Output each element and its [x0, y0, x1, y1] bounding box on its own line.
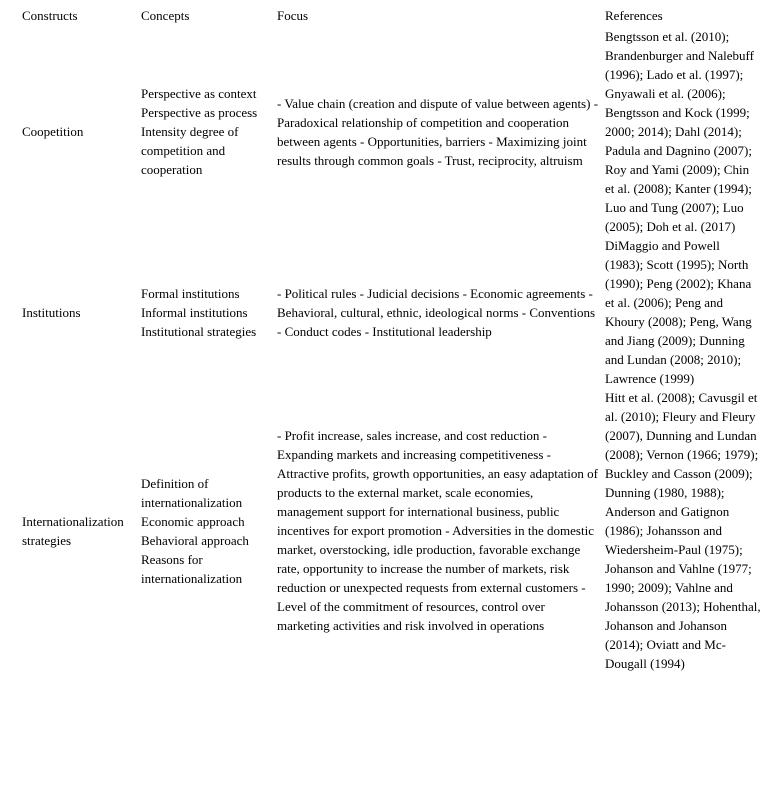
table-row: [22, 27, 767, 236]
concepts-cell: Perspective as context Perspective as process Intensity degree of competition and cooperation: [141, 86, 258, 177]
focus-cell: - Profit increase, sales increase, and cost reduction - Expanding markets and increasing competitiveness - Attractive profits, growth opportunities, an easy adaptation of products to the external market, scale economies, management support for international business, public incentives for export promotion - Adversities in the domestic market, overstocking, idle production, favorable exchange rate, opportunity to increase the number of markets, risk reduction or unexpected requests from external customers - Level of the commitment of resources, control over marketing activities and risk involved in operations: [277, 428, 598, 633]
header-focus: Focus: [277, 8, 309, 23]
concepts-cell: Formal institutions Informal institutions Institutional strategies: [141, 285, 257, 339]
header-concepts: Concepts: [141, 8, 190, 23]
header-constructs: Constructs: [22, 8, 78, 23]
construct-cell: Coopetition: [22, 124, 84, 139]
concepts-cell: Definition of internationalization Economic approach Behavioral approach Reasons for internationalization: [141, 475, 249, 586]
focus-cell: - Value chain (creation and dispute of value between agents) - Paradoxical relationship of competition and cooperation between agents - Opportunities, barriers - Maximizing joint results through common goals - Trust, reciprocity, altruism: [277, 95, 599, 168]
header-references: References: [605, 8, 663, 23]
references-cell: DiMaggio and Powell (1983); Scott (1995); North (1990); Peng (2002); Khana et al. (2006); Peng and Khoury (2008); Peng, Wang and Jiang (2009); Dunning and Lundan (2008; 2010); Lawrence (1999): [605, 238, 752, 386]
construct-cell: Institutions: [22, 304, 81, 320]
references-cell: Hitt et al. (2008); Cavusgil et al. (2010); Fleury and Fleury (2007), Dunning and Lundan (2008); Vernon (1966; 1979); Buckley and Casson (2009); Dunning (1980, 1988); Anderson and Gatignon (1986); Johansson and Wiedersheim-Paul (1975); Johanson and Vahlne (1977; 1990; 2009); Vahlne and Johansson (2013); Hohenthal, Johanson and Johanson (2014); Oviatt and Mc-Dougall (1994): [605, 390, 761, 671]
table-row: [22, 388, 767, 673]
constructs-table: [22, 0, 767, 673]
focus-cell: - Political rules - Judicial decisions - Economic agreements - Behavioral, cultural, ethnic, ideological norms - Conventions - Conduct codes - Institutional leadership: [277, 285, 596, 339]
table-row: [22, 236, 767, 388]
construct-cell: Internationalization strategies: [22, 513, 124, 548]
table-header-row: [22, 0, 767, 27]
references-cell: Bengtsson et al. (2010); Brandenburger and Nalebuff (1996); Lado et al. (1997); Gnyawali et al. (2006); Bengtsson and Kock (1999; 2000; 2014); Dahl (2014); Padula and Dagnino (2007); Roy and Yami (2009); Chin et al. (2008); Kanter (1994); Luo and Tung (2007); Luo (2005); Doh et al. (2017): [605, 29, 754, 234]
